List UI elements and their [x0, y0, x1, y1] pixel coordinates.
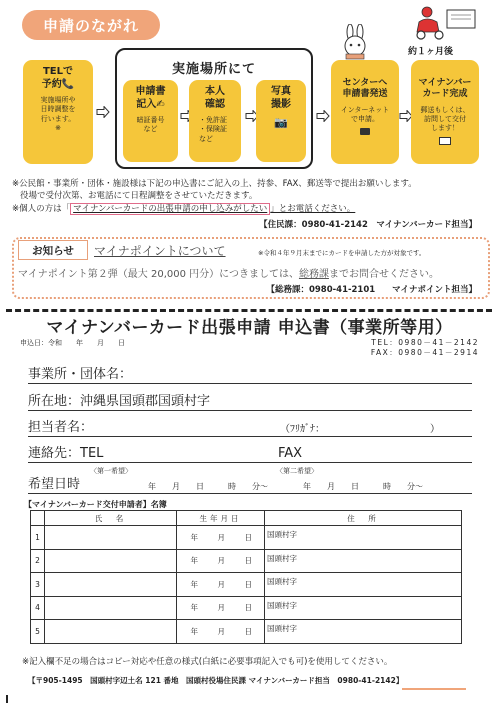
dob-cell[interactable]: 年 月 日	[177, 549, 265, 573]
step-desc: 実施場所や 日時調整を 行います。 ※	[40, 96, 76, 133]
step-title: 申請書 記入✍	[135, 86, 166, 110]
dob-cell[interactable]: 年 月 日	[177, 573, 265, 597]
notice-text: までお問合せください。	[328, 269, 439, 280]
venue-title: 実施場所にて	[171, 62, 256, 77]
margin-mark	[6, 695, 8, 703]
name-cell[interactable]	[45, 526, 177, 550]
address-label: 所在地：沖縄県国頭郡国頭村字	[28, 394, 211, 409]
step-send-to-center	[331, 60, 399, 164]
residents-contact: 【住民課：0980-41-2142 マイナンバーカード担当】	[259, 220, 477, 230]
note-line: 役場で受付次第、お電話にて日程調整をさせていただきます。	[20, 191, 258, 202]
row-number: 1	[31, 526, 45, 550]
step-photo	[256, 80, 306, 162]
first-date-slot: 年 月 日 時 分～	[148, 482, 268, 491]
notice-text: マイナポイント第２弾（最大 20,000 円分）につきましては、	[18, 269, 299, 280]
step-desc: インターネット で申請。	[340, 105, 390, 123]
name-cell[interactable]	[45, 573, 177, 597]
step-desc: ・免許証 ・保険証 など	[199, 116, 227, 143]
table-header-row	[31, 511, 462, 526]
footer-note: ※記入欄不足の場合はコピー対応や任意の様式(白紙に必要事項記入でも可)を使用してください。	[22, 657, 393, 667]
dob-cell[interactable]: 年 月 日	[177, 526, 265, 550]
notice-body	[18, 265, 439, 280]
application-flow	[0, 0, 499, 175]
note-line-individual	[12, 203, 492, 215]
table-row	[31, 573, 462, 597]
col-header-dob: 生年月日	[177, 511, 265, 526]
step-title: センターへ 申請書発送	[342, 78, 388, 100]
notice-eligibility: ※令和４年９月末までにカードを申請した方が対象です。	[258, 249, 426, 257]
name-cell[interactable]	[45, 596, 177, 620]
phone-field[interactable]	[28, 443, 472, 463]
col-header-address: 住 所	[265, 511, 462, 526]
second-date-slot: 年 月 日 時 分～	[303, 482, 423, 491]
cut-line	[6, 309, 492, 312]
preferred-date-label: 希望日時	[28, 477, 81, 492]
name-cell[interactable]	[45, 549, 177, 573]
preferred-date-field[interactable]	[28, 474, 472, 494]
flow-title: 申請のながれ	[22, 10, 160, 40]
name-cell[interactable]	[45, 620, 177, 644]
step-fill-form	[123, 80, 178, 162]
delivery-scooter-icon	[413, 4, 479, 46]
org-name-field[interactable]	[28, 364, 472, 384]
step-desc: 郵送もしくは、 訪問して交付 します！	[420, 105, 470, 133]
form-tel: TEL：0980－41－2142	[371, 338, 479, 347]
step-title: マイナンバー カード完成	[418, 78, 472, 100]
table-row	[31, 620, 462, 644]
camera-icon: 📷	[274, 116, 288, 129]
note-line: ※公民館・事業所・団体・施設様は下記の申込書にご記入の上、持参、FAX、郵送等で提出お願いします。	[12, 179, 417, 189]
address-cell[interactable]: 国頭村字	[265, 620, 462, 644]
highlighted-phrase: マイナンバーカードの出張申請の申し込みがしたい	[70, 203, 270, 215]
mail-icon	[439, 137, 451, 145]
dob-cell[interactable]: 年 月 日	[177, 620, 265, 644]
first-choice-label: 〈第一希望〉	[90, 467, 132, 475]
applicant-list-heading: 【マイナンバーカード交付申請者】名簿	[24, 500, 167, 509]
address-field[interactable]	[28, 391, 472, 411]
row-number: 2	[31, 549, 45, 573]
applicant-table	[30, 510, 462, 644]
instructions	[12, 178, 492, 215]
step-tel-reservation	[23, 60, 93, 164]
month-label: 約１ヶ月後	[408, 47, 454, 57]
general-affairs-contact: 【総務課：0980-41-2101 マイナポイント担当】	[266, 285, 477, 295]
step-desc: 暗証番号 など	[136, 116, 165, 134]
apply-date: 申込日：令和 年 月 日	[20, 339, 125, 347]
form-contact-numbers	[371, 338, 479, 358]
arrow-right-icon	[96, 106, 110, 118]
step-identity-check	[189, 80, 241, 162]
fax-label: FAX	[278, 446, 303, 461]
col-header-num	[31, 511, 45, 526]
second-choice-label: 〈第二希望〉	[276, 467, 318, 475]
step-card-complete	[411, 60, 479, 164]
step-title: TELで 予約📞	[41, 66, 75, 90]
note-text: ※個人の方は「	[12, 203, 71, 214]
dob-cell[interactable]: 年 月 日	[177, 596, 265, 620]
table-row	[31, 549, 462, 573]
table-row	[31, 526, 462, 550]
tel-label: 連絡先：TEL	[28, 446, 104, 461]
table-row	[31, 596, 462, 620]
col-header-name: 氏 名	[45, 511, 177, 526]
footer-contact: 【〒905-1495 国頭村字辺土名 121 番地 国頭村役場住民課 マイナンバーカード担当 0980-41-2142】	[28, 676, 404, 685]
contact-name-field[interactable]	[28, 417, 472, 437]
rabbit-mascot-icon	[340, 24, 370, 64]
arrow-right-icon	[316, 110, 330, 122]
row-number: 3	[31, 573, 45, 597]
row-number: 4	[31, 596, 45, 620]
row-number: 5	[31, 620, 45, 644]
general-affairs-link[interactable]: 総務課	[298, 269, 329, 280]
form-fax: FAX：0980－41－2914	[370, 347, 479, 357]
address-cell[interactable]: 国頭村字	[265, 549, 462, 573]
computer-icon	[360, 128, 370, 135]
address-cell[interactable]: 国頭村字	[265, 596, 462, 620]
step-title: 写真 撮影	[271, 86, 291, 110]
address-cell[interactable]: 国頭村字	[265, 573, 462, 597]
address-cell[interactable]: 国頭村字	[265, 526, 462, 550]
step-title: 本人 確認	[205, 86, 225, 110]
form-title: マイナンバーカード出張申請 申込書（事業所等用）	[46, 318, 453, 338]
note-text: 」とお電話ください。	[270, 203, 356, 214]
notice-title: マイナポイントについて	[94, 244, 226, 258]
contact-name-label: 担当者名：	[28, 420, 94, 435]
furigana-label: （ﾌﾘｶﾞﾅ： ）	[280, 424, 440, 435]
accent-rule	[402, 688, 466, 690]
org-name-label: 事業所・団体名：	[28, 367, 133, 382]
notice-label: お知らせ	[18, 240, 88, 260]
